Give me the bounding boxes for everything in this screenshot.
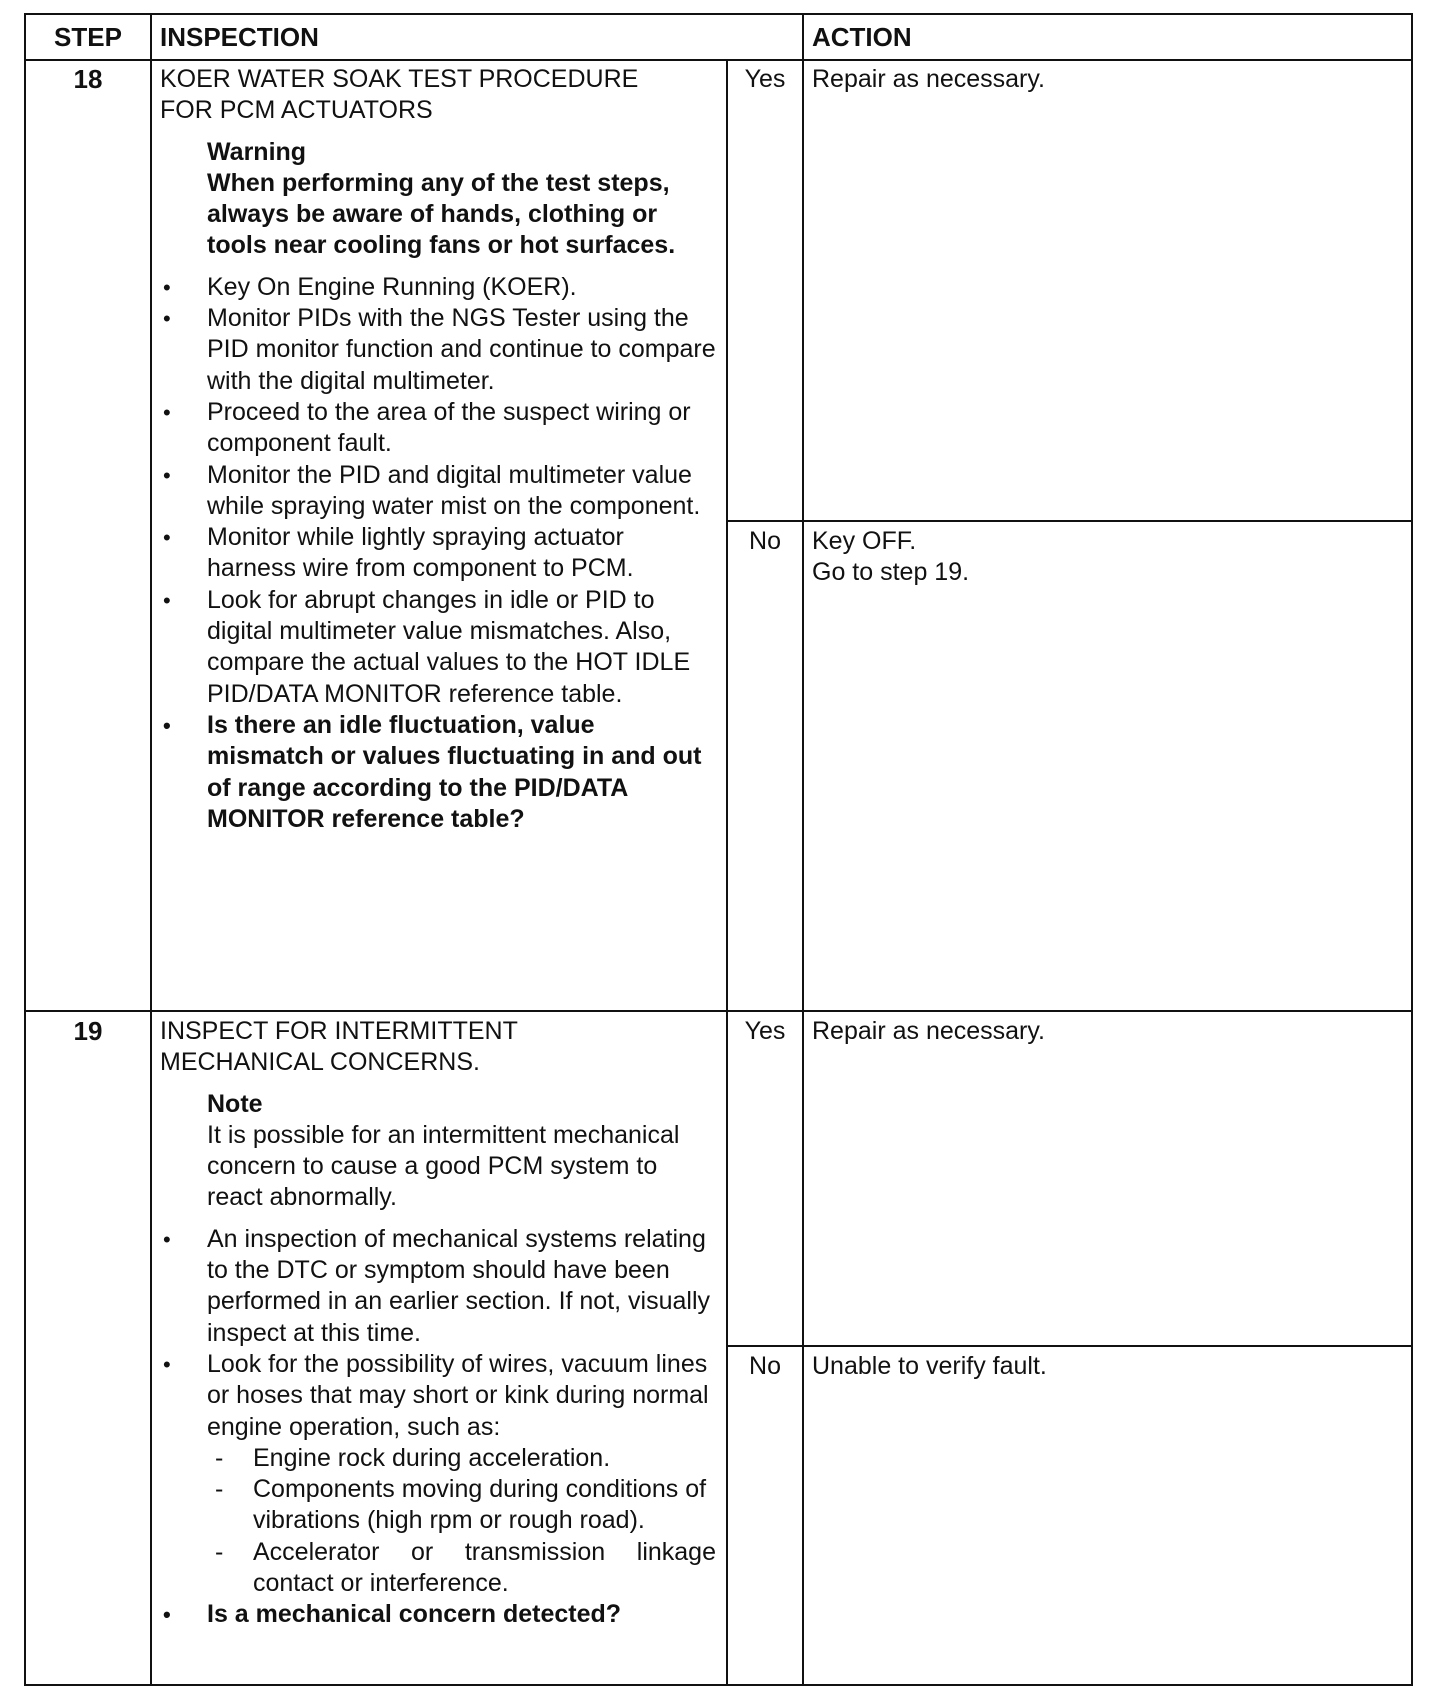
row-19-yes-no-rule (726, 1345, 1413, 1347)
check-list (160, 272, 716, 835)
yes-action: Repair as necessary. (812, 65, 1045, 93)
step-title: FOR PCM ACTUATORS (160, 96, 433, 125)
header-action: ACTION (812, 22, 912, 52)
list-item: • Monitor while lightly spraying actuator harness wire from component to PCM. (160, 522, 716, 585)
question-item: • Is there an idle fluctuation, value mismatch or values fluctuating in and out of range according to the PID/DATA MONITOR reference table? (160, 710, 716, 835)
note-label: Note (207, 1089, 263, 1118)
yes-label: Yes (744, 65, 786, 93)
list-item: • Proceed to the area of the suspect wiring or component fault. (160, 397, 716, 460)
list-item: • Look for abrupt changes in idle or PID to digital multimeter value mismatches. Also, compare the actual values to the HOT IDLE PID/DATA MONITOR reference table. (160, 585, 716, 710)
sub-list (207, 1443, 716, 1599)
no-label: No (749, 1352, 781, 1380)
list-item-text: An inspection of mechanical systems relating to the DTC or symptom should have been performed in an earlier section. If not, visually inspect at this time. (207, 1224, 711, 1347)
no-action: Unable to verify fault. (812, 1352, 1047, 1380)
no-action-line: Key OFF. (812, 527, 917, 555)
sub-list-item: - Accelerator or transmission linkage contact or interference. (207, 1537, 716, 1600)
header-inspection: INSPECTION (160, 22, 319, 52)
step-title: KOER WATER SOAK TEST PROCEDURE (160, 65, 639, 93)
header-rule (26, 59, 1413, 61)
row-rule-18-19 (26, 1010, 1413, 1012)
step-title: INSPECT FOR INTERMITTENT (160, 1017, 518, 1045)
column-divider-step (150, 15, 152, 1686)
inspection-cell (160, 1016, 716, 1631)
list-item: • Key On Engine Running (KOER). (160, 272, 716, 303)
diagnostic-table (24, 13, 1413, 1686)
yes-action: Repair as necessary. (812, 1017, 1045, 1045)
column-divider-yesno (726, 59, 728, 1686)
no-action (812, 526, 969, 589)
list-item-text: Look for the possibility of wires, vacuum lines or hoses that may short or kink during normal engine operation, such as: (207, 1349, 709, 1441)
inspection-cell (160, 64, 716, 835)
note-text: It is possible for an intermittent mechanical concern to cause a good PCM system to react abnormally. (207, 1120, 680, 1212)
step-number: 18 (73, 64, 103, 94)
row-18-yes-no-rule (726, 520, 1413, 522)
no-label: No (749, 527, 781, 555)
sub-list-item: - Components moving during conditions of vibrations (high rpm or rough road). (207, 1474, 716, 1537)
step-number: 19 (73, 1016, 103, 1046)
warning-label: Warning (207, 137, 307, 166)
header-step: STEP (54, 22, 122, 52)
step-title: MECHANICAL CONCERNS. (160, 1048, 480, 1077)
question-item: • Is a mechanical concern detected? (160, 1599, 716, 1630)
note-callout (207, 1089, 716, 1214)
no-action-line: Go to step 19. (812, 558, 970, 587)
list-item (160, 1224, 716, 1349)
list-item: • Monitor PIDs with the NGS Tester using the PID monitor function and continue to compare with the digital multimeter. (160, 303, 716, 397)
warning-callout (207, 137, 716, 262)
sub-list-item: - Engine rock during acceleration. (207, 1443, 716, 1474)
check-list (160, 1224, 716, 1631)
column-divider-action (802, 15, 804, 1686)
yes-label: Yes (744, 1017, 786, 1045)
list-item (160, 1349, 716, 1599)
warning-text: When performing any of the test steps, always be aware of hands, clothing or tools near cooling fans or hot surfaces. (207, 168, 676, 260)
list-item: • Monitor the PID and digital multimeter value while spraying water mist on the component. (160, 460, 716, 523)
